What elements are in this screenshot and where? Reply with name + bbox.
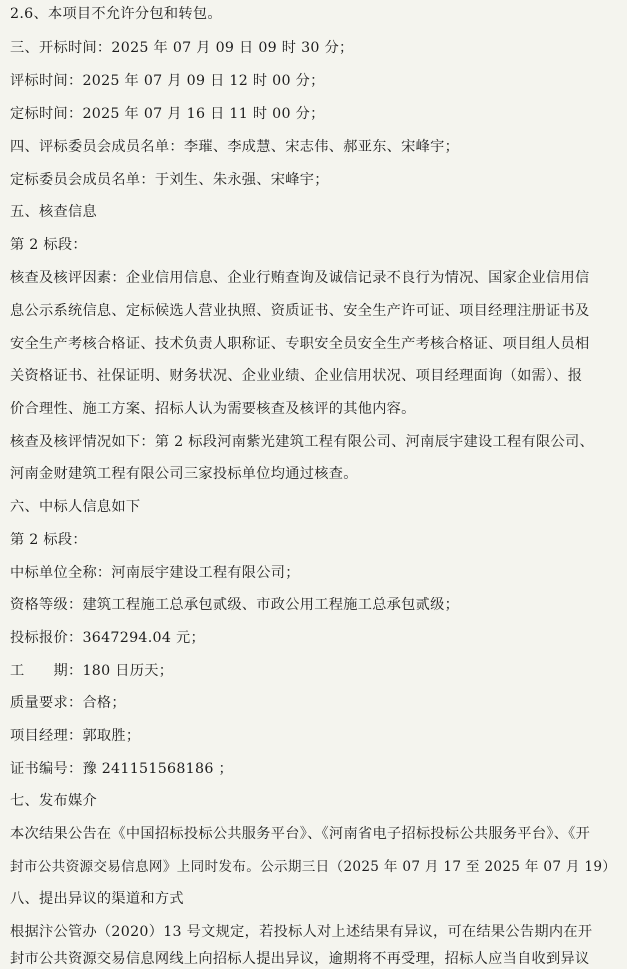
award-decision-time: 定标时间：2025 年 07 月 16 日 11 时 00 分； (10, 106, 325, 122)
review-factors-line-3: 安全生产考核合格证、技术负责人职称证、专职安全员安全生产考核合格证、项目组人员相 (10, 336, 590, 352)
section-7-heading: 七、发布媒介 (10, 793, 97, 809)
evaluation-time: 评标时间：2025 年 07 月 09 日 12 时 00 分； (10, 73, 325, 89)
bid-price: 投标报价：3647294.04 元； (10, 630, 205, 646)
winning-bidder-name: 中标单位全称：河南辰宇建设工程有限公司； (10, 565, 300, 581)
section-6-heading: 六、中标人信息如下 (10, 499, 141, 515)
qualification-grade: 资格等级：建筑工程施工总承包贰级、市政公用工程施工总承包贰级； (10, 597, 460, 613)
review-factors-line-2: 息公示系统信息、定标候选人营业执照、资质证书、安全生产许可证、项目经理注册证书及 (10, 303, 590, 319)
award-committee-list: 定标委员会成员名单：于刘生、朱永强、宋峰宇； (10, 172, 329, 188)
publication-media-line-2: 封市公共资源交易信息网》上同时发布。公示期三日（2025 年 07 月 17 至 2025 年 07 月 19） (10, 859, 617, 875)
quality-requirement: 质量要求：合格； (10, 695, 126, 711)
evaluation-committee-list: 四、评标委员会成员名单：李璀、李成慧、宋志伟、郝亚东、宋峰宇； (10, 139, 460, 155)
clause-2-6: 2.6、本项目不允许分包和转包。 (10, 6, 222, 22)
project-manager: 项目经理：郭取胜； (10, 728, 141, 744)
review-factors-line-5: 价合理性、施工方案、招标人认为需要核查及核评的其他内容。 (10, 401, 416, 417)
objection-channel-line-2: 封市公共资源交易信息网线上向招标人提出异议，逾期将不再受理，招标人应当自收到异议 (10, 951, 590, 967)
review-result-line-1: 核查及核评情况如下：第 2 标段河南紫光建筑工程有限公司、河南辰宇建设工程有限公司、 (10, 434, 594, 450)
section-5-heading: 五、核查信息 (10, 204, 97, 220)
bid-opening-time: 三、开标时间：2025 年 07 月 09 日 09 时 30 分； (10, 40, 354, 56)
review-factors-line-1: 核查及核评因素：企业信用信息、企业行贿查询及诚信记录不良行为情况、国家企业信用信 (10, 270, 590, 286)
construction-period: 工 期：180 日历天； (10, 663, 174, 679)
lot-2-label: 第 2 标段： (10, 237, 87, 253)
review-factors-line-4: 关资格证书、社保证明、财务状况、企业业绩、企业信用状况、项目经理面询（如需）、报 (10, 368, 583, 384)
lot-2-label-winner: 第 2 标段： (10, 532, 87, 548)
certificate-number: 证书编号：豫 241151568186 ； (10, 761, 233, 777)
review-result-line-2: 河南金财建筑工程有限公司三家投标单位均通过核查。 (10, 466, 358, 482)
section-8-heading: 八、提出异议的渠道和方式 (10, 891, 184, 907)
objection-channel-line-1: 根据汴公管办（2020）13 号文规定，若投标人对上述结果有异议，可在结果公告期内在开 (10, 924, 593, 940)
publication-media-line-1: 本次结果公告在《中国招标投标公共服务平台》、《河南省电子招标投标公共服务平台》、《开 (10, 826, 591, 842)
